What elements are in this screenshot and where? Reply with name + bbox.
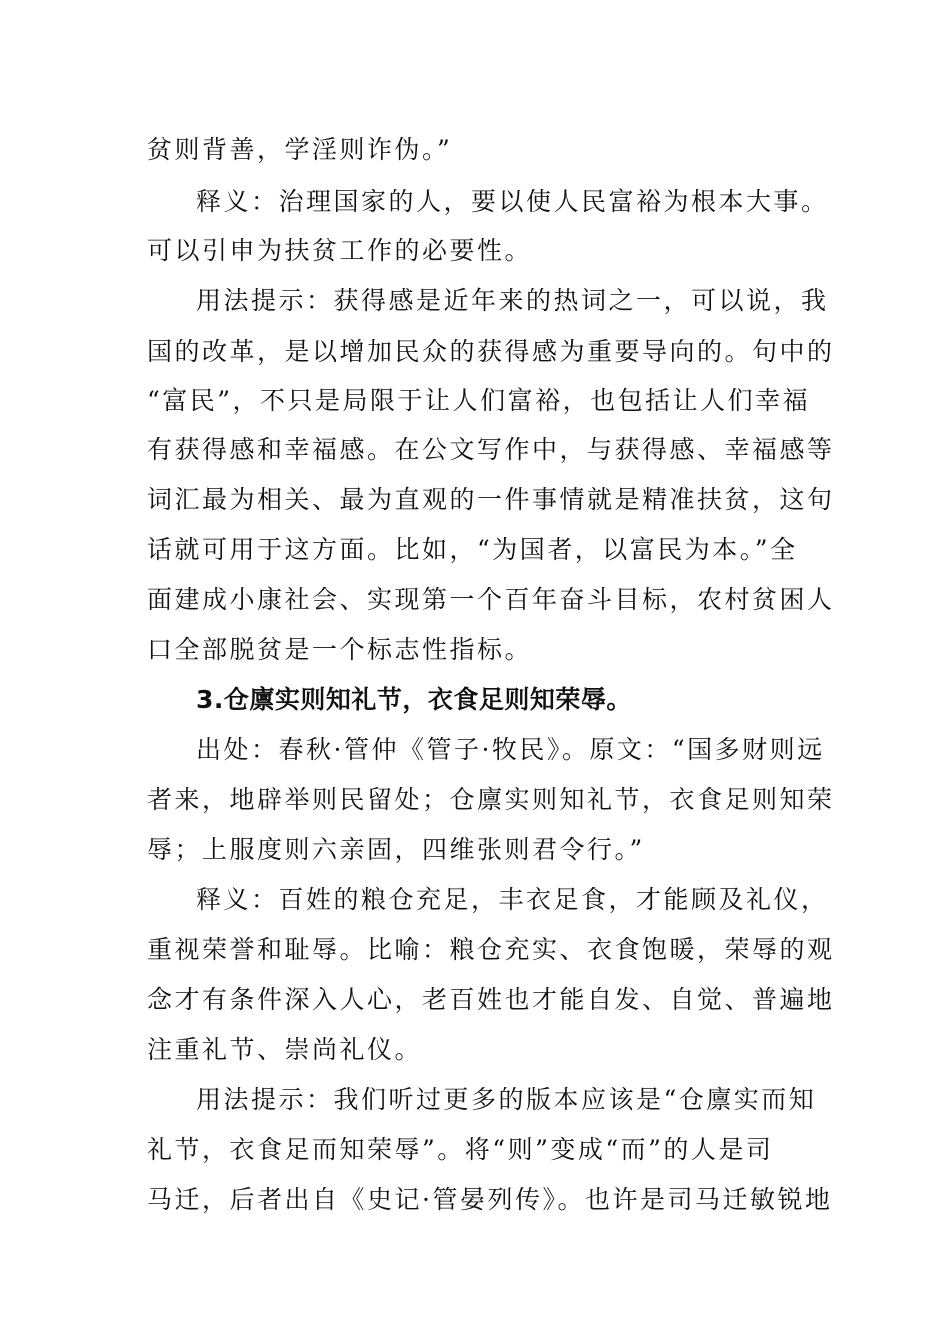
text-line: 者来，地辟举则民留处；仓廪实则知礼节，衣食足则知荣	[147, 785, 835, 814]
text-line: 话就可用于这方面。比如，“为国者，以富民为本。”全	[147, 535, 798, 564]
text-line: 用法提示：我们听过更多的版本应该是“仓廪实而知	[196, 1085, 817, 1114]
text-line: 马迁，后者出自《史记·管晏列传》。也许是司马迁敏锐地	[147, 1185, 833, 1214]
text-line: 念才有条件深入人心，老百姓也才能自发、自觉、普遍地	[147, 985, 835, 1014]
text-line: 辱；上服度则六亲固，四维张则君令行。”	[147, 835, 645, 864]
text-line: “富民”，不只是局限于让人们富裕，也包括让人们幸福	[147, 386, 811, 415]
text-line: 出处：春秋·管仲《管子·牧民》。原文：“国多财则远	[196, 735, 825, 764]
text-line: 可以引申为扶贫工作的必要性。	[147, 236, 533, 265]
text-line: 礼节，衣食足而知荣辱”。将“则”变成“而”的人是司	[147, 1135, 774, 1164]
text-line: 释义：治理国家的人，要以使人民富裕为根本大事。	[196, 187, 829, 216]
section-heading: 3.仓廪实则知礼节，衣食足则知荣辱。	[196, 685, 632, 714]
text-line: 重视荣誉和耻辱。比喻：粮仓充实、衣食饱暖，荣辱的观	[147, 935, 835, 964]
text-line: 释义：百姓的粮仓充足，丰衣足食，才能顾及礼仪，	[196, 885, 829, 914]
text-line: 注重礼节、崇尚礼仪。	[147, 1035, 423, 1064]
text-line: 面建成小康社会、实现第一个百年奋斗目标，农村贫困人	[147, 585, 835, 614]
text-line: 贫则背善，学淫则诈伪。”	[147, 135, 453, 164]
text-line: 有获得感和幸福感。在公文写作中，与获得感、幸福感等	[147, 435, 835, 464]
text-line: 国的改革，是以增加民众的获得感为重要导向的。句中的	[147, 337, 835, 366]
text-line: 口全部脱贫是一个标志性指标。	[147, 635, 533, 664]
text-line: 词汇最为相关、最为直观的一件事情就是精准扶贫，这句	[147, 485, 835, 514]
text-line: 用法提示：获得感是近年来的热词之一，可以说，我	[196, 286, 829, 315]
